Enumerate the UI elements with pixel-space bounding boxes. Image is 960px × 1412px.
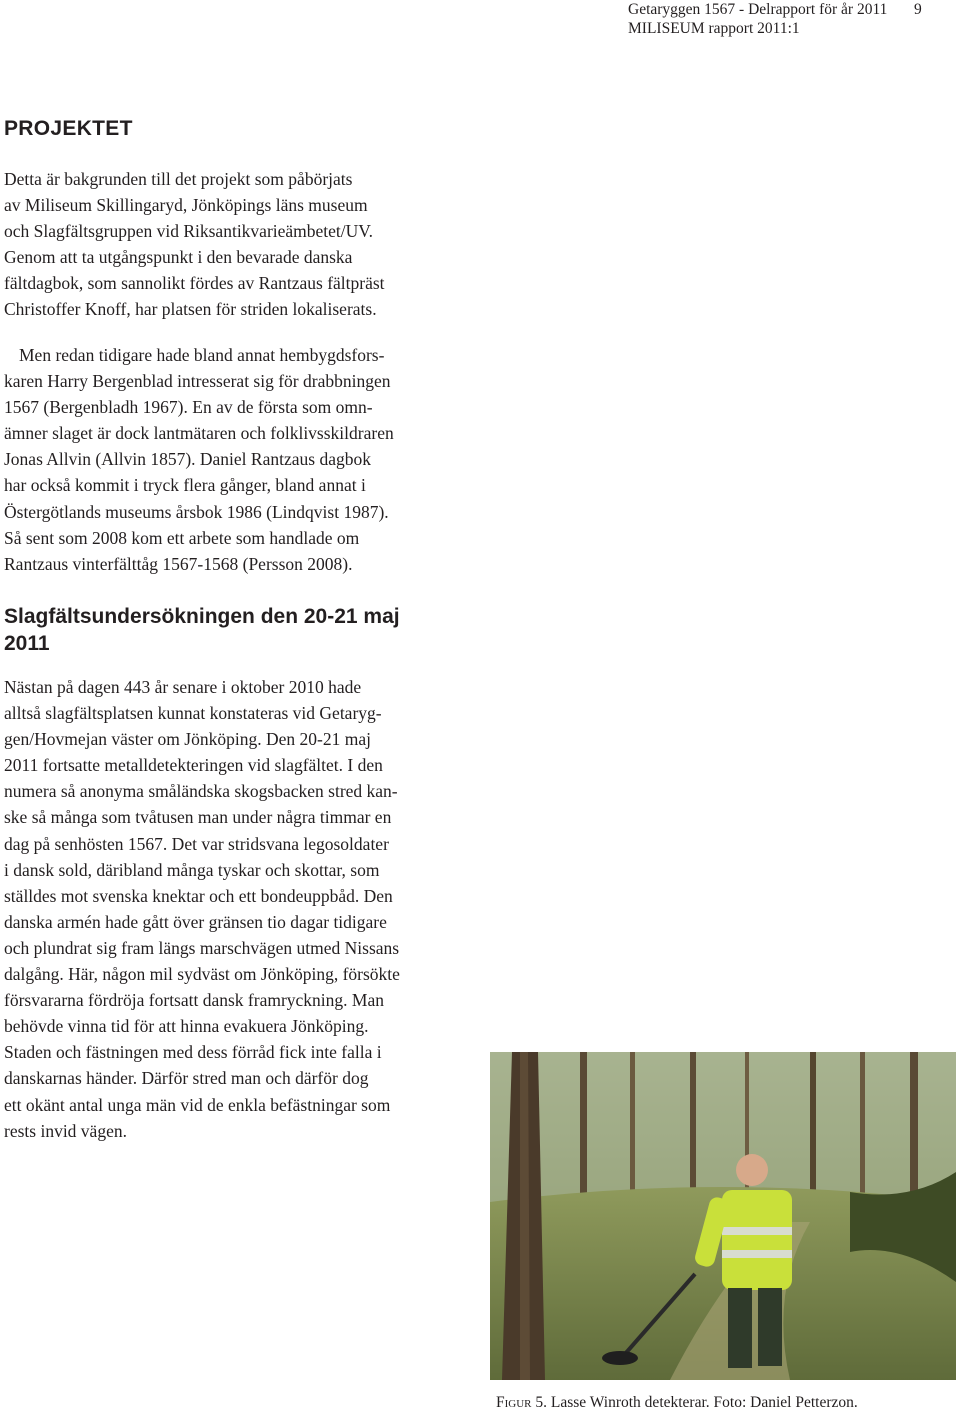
text-line: Men redan tidigare hade bland annat hembygdsfors- — [19, 345, 385, 365]
figure-caption — [496, 1394, 858, 1412]
text-line: karen Harry Bergenblad intresserat sig för drabbningen — [4, 371, 391, 392]
section-heading-projektet: PROJEKTET — [4, 117, 133, 140]
text-line: numera så anonyma småländska skogsbacken stred kan- — [4, 781, 398, 802]
text-line: har också kommit i tryck flera gånger, bland annat i — [4, 475, 366, 496]
text-line: 2011 fortsatte metalldetekteringen vid slagfältet. I den — [4, 755, 383, 776]
text-line: Så sent som 2008 kom ett arbete som handlade om — [4, 527, 360, 548]
text-line: fältdagbok, som sannolikt fördes av Rantzaus fältpräst — [4, 273, 385, 294]
text-line: behövde vinna tid för att hinna evakuera Jönköping. — [4, 1016, 369, 1037]
text-line: Staden och fästningen med dess förråd fick inte falla i — [4, 1042, 382, 1063]
text-line: ämner slaget är dock lantmätaren och folklivsskildraren — [4, 423, 394, 444]
section-heading-slagfalt — [4, 603, 444, 657]
text-line: ske så många som tvåtusen man under några timmar en — [4, 807, 392, 828]
text-line: dalgång. Här, någon mil sydväst om Jönköping, försökte — [4, 964, 400, 985]
text-line: 1567 (Bergenbladh 1967). En av de första som omn- — [4, 397, 373, 418]
figure-label: Figur 5. — [496, 1394, 548, 1411]
text-line: gen/Hovmejan väster om Jönköping. Den 20-21 maj — [4, 729, 371, 750]
text-line: danskarnas händer. Därför stred man och därför dog — [4, 1068, 369, 1089]
paragraph-background — [4, 342, 432, 577]
text-line: i dansk sold, däribland många tyskar och skottar, som — [4, 859, 380, 880]
text-line: ett okänt antal unga män vid de enkla befästningar som — [4, 1094, 391, 1115]
text-line: och Slagfältsgruppen vid Riksantikvarieämbetet/UV. — [4, 221, 374, 242]
text-line: och plundrat sig fram längs marschvägen utmed Nissans — [4, 937, 400, 958]
text-line: Jonas Allvin (Allvin 1857). Daniel Rantzaus dagbok — [4, 449, 371, 470]
paragraph-investigation — [4, 674, 432, 1144]
text-line: Christoffer Knoff, har platsen för striden lokaliserats. — [4, 299, 377, 320]
text-line: av Miliseum Skillingaryd, Jönköpings läns museum — [4, 195, 368, 216]
text-line: Nästan på dagen 443 år senare i oktober 2010 hade — [4, 677, 362, 697]
header-report: MILISEUM rapport 2011:1 — [628, 20, 800, 37]
text-line: rests invid vägen. — [4, 1120, 127, 1141]
page-number: 9 — [914, 1, 922, 18]
heading-line: Slagfältsundersökningen den 20-21 maj — [4, 605, 400, 628]
figure-text: Lasse Winroth detekterar. Foto: Daniel Petterzon. — [550, 1394, 858, 1411]
text-line: Östergötlands museums årsbok 1986 (Lindqvist 1987). — [4, 501, 389, 522]
heading-line: 2011 — [4, 632, 50, 655]
text-line: alltså slagfältsplatsen kunnat konstateras vid Getaryg- — [4, 703, 382, 724]
paragraph-intro — [4, 166, 432, 323]
text-line: ställdes mot svenska knektar och ett bondeuppbåd. Den — [4, 885, 393, 906]
header-title: Getaryggen 1567 - Delrapport för år 2011 — [628, 1, 888, 18]
text-line: Detta är bakgrunden till det projekt som påbörjats — [4, 169, 353, 189]
figure-photo — [490, 1052, 956, 1380]
text-line: dag på senhösten 1567. Det var stridsvana legosoldater — [4, 833, 389, 854]
running-header — [628, 0, 948, 38]
text-line: danska armén hade gått över gränsen tio dagar tidigare — [4, 911, 387, 932]
text-line: Genom att ta utgångspunkt i den bevarade danska — [4, 247, 353, 268]
text-line: Rantzaus vinterfälttåg 1567-1568 (Persson 2008). — [4, 553, 353, 574]
text-line: försvararna fördröja fortsatt dansk framryckning. Man — [4, 990, 385, 1011]
